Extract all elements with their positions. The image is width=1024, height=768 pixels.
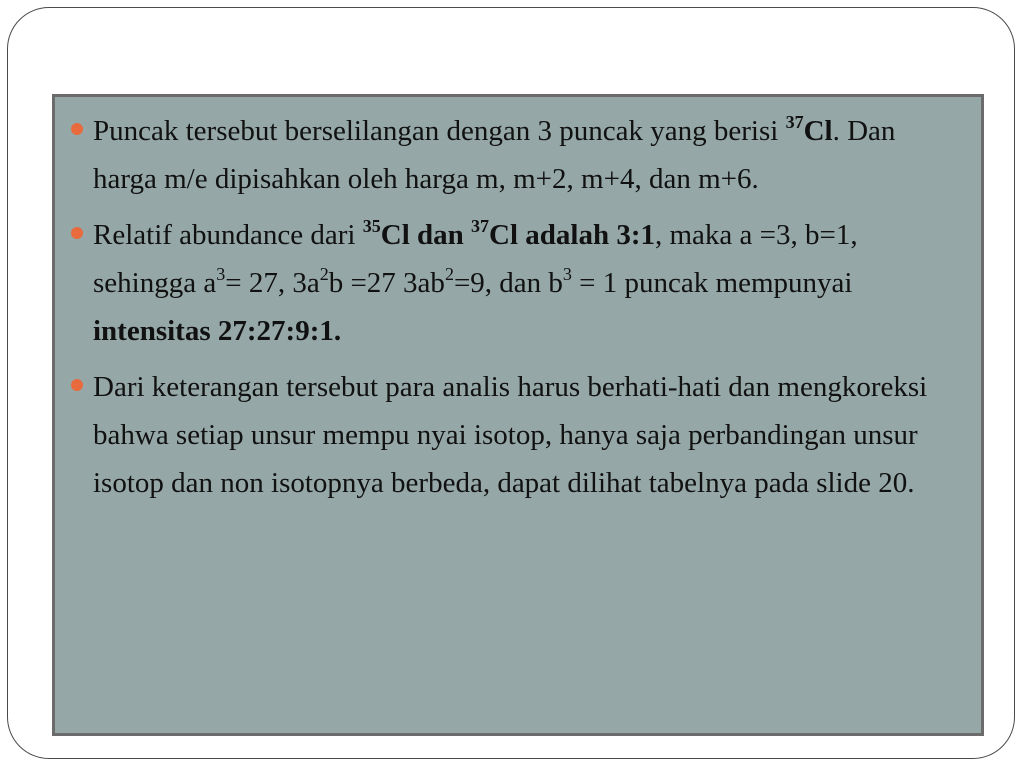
- bullet-2-text-2: , maka a =3, b=1, sehingga a: [93, 219, 858, 299]
- bullet-2-superscript-35: 35: [362, 216, 381, 236]
- bullet-2-text-5: =9, dan b: [453, 267, 563, 299]
- bullet-2-superscript-37: 37: [471, 216, 490, 236]
- bullet-dot-icon: [71, 227, 83, 239]
- bullet-2-superscript-b3: 3: [562, 264, 572, 284]
- bullet-2-bold-ratio: Cl adalah 3:1: [489, 219, 655, 251]
- bullet-1-text-1: Puncak tersebut berselilangan dengan 3 puncak yang berisi: [93, 115, 786, 147]
- bullet-2-text-4: b =27 3ab: [328, 267, 445, 299]
- bullet-2-bold-intensitas: intensitas 27:27:9:1.: [93, 315, 342, 347]
- bullet-dot-icon: [71, 379, 83, 391]
- bullet-2-text-6: = 1 puncak mempunyai: [571, 267, 853, 299]
- bullet-2-bold-cl-dan: Cl dan: [380, 219, 472, 251]
- bullet-2-superscript-b2: 2: [444, 264, 454, 284]
- bullet-1-text-2: . Dan harga m/e dipisahkan oleh harga m, m+2, m+4, dan m+6.: [93, 115, 896, 195]
- content-panel: [52, 94, 984, 736]
- bullet-2-superscript-a2: 2: [319, 264, 329, 284]
- bullet-item-2: [93, 211, 953, 355]
- bullet-1-bold-cl: Cl: [803, 115, 833, 147]
- bullet-item-3: [93, 363, 953, 507]
- bullet-dot-icon: [71, 123, 83, 135]
- bullet-2-text-1: Relatif abundance dari: [93, 219, 363, 251]
- bullet-3-text: Dari keterangan tersebut para analis harus berhati-hati dan mengkoreksi bahwa setiap unsur mempu nyai isotop, hanya saja perbandingan unsur isotop dan non isotopnya berbeda, dapat dilihat tabelnya pada slide 20.: [93, 371, 928, 499]
- bullet-list: [93, 107, 953, 515]
- bullet-2-superscript-a3: 3: [216, 264, 226, 284]
- bullet-2-text-3: = 27, 3a: [225, 267, 320, 299]
- bullet-item-1: [93, 107, 953, 203]
- bullet-1-superscript-37: 37: [785, 112, 804, 132]
